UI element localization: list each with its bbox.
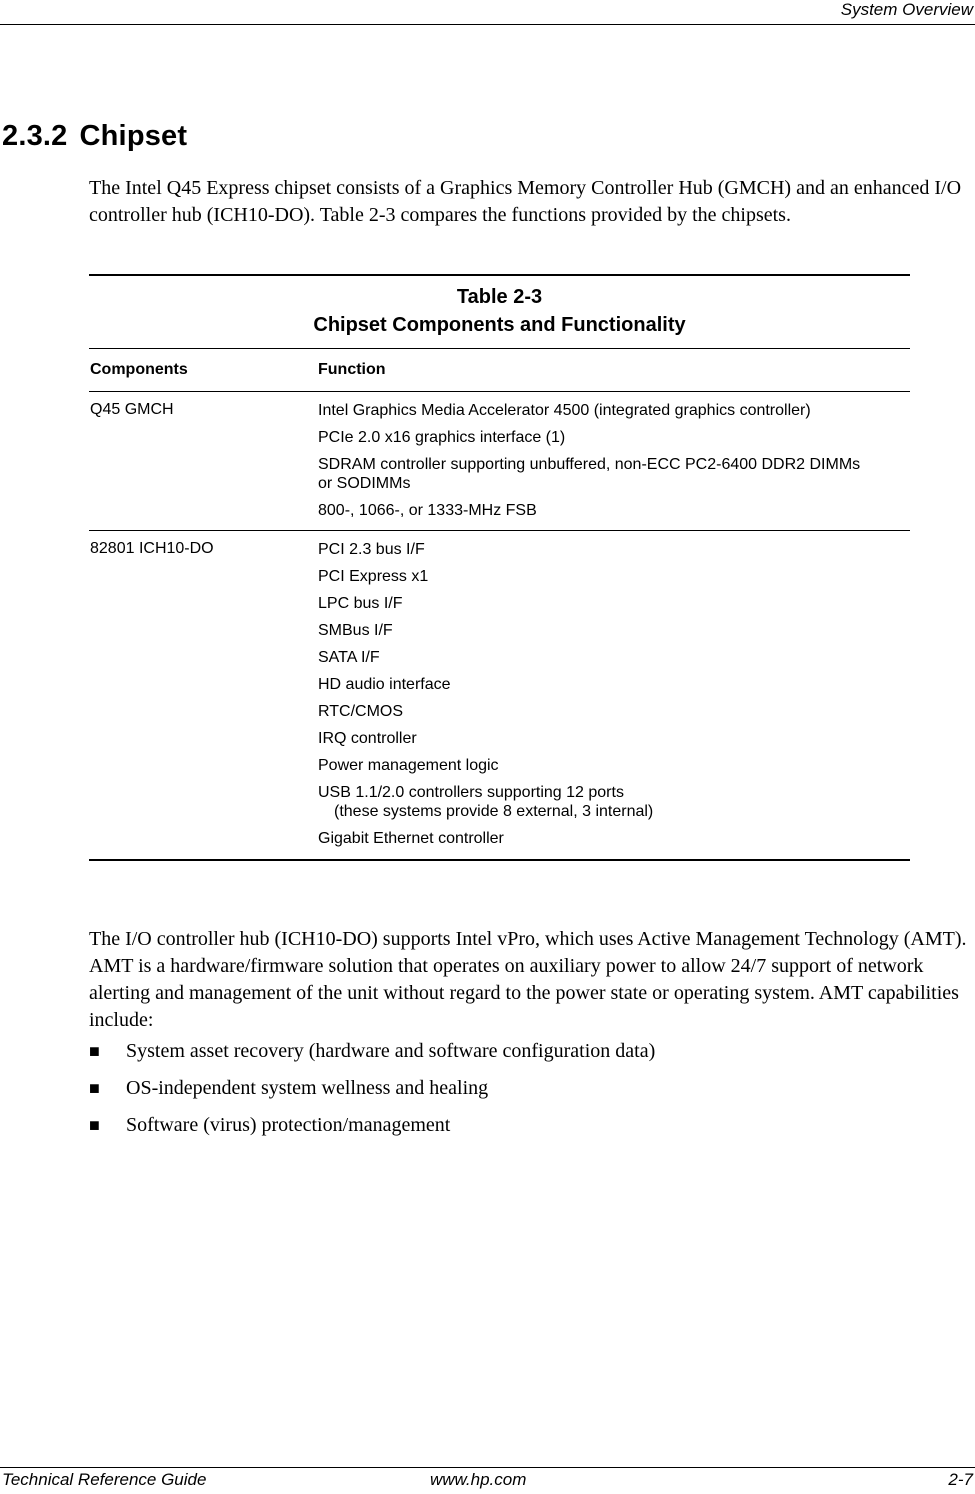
function-item: LPC bus I/F xyxy=(318,595,403,612)
footer-page-number: 2-7 xyxy=(948,1470,973,1489)
function-item: Power management logic xyxy=(318,757,499,774)
bullet-square-icon: ■ xyxy=(89,1115,100,1135)
list-item-text: System asset recovery (hardware and software configuration data) xyxy=(126,1040,656,1062)
column-header-function: Function xyxy=(318,361,386,378)
section-number: 2.3.2 xyxy=(2,120,68,152)
usb-port-note: (these systems provide 8 external, 3 internal) xyxy=(334,803,654,820)
running-header xyxy=(0,0,975,25)
function-cell xyxy=(318,401,910,520)
function-item: SMBus I/F xyxy=(318,622,393,639)
footer-guide-title: Technical Reference Guide xyxy=(2,1470,207,1489)
table-number: Table 2-3 xyxy=(456,286,543,308)
amt-paragraph: The I/O controller hub (ICH10-DO) supports Intel vPro, which uses Active Management Technology (AMT). AMT is a hardware/firmware solution that operates on auxiliary power to allow 24/7 support of network alerting and management of the unit without regard to the power state or operating system. AMT capabilities include: xyxy=(89,928,967,1031)
function-item: SATA I/F xyxy=(318,649,380,666)
table-title: Chipset Components and Functionality xyxy=(313,314,686,336)
function-item: 800-, 1066-, or 1333-MHz FSB xyxy=(318,502,537,519)
function-item: PCI 2.3 bus I/F xyxy=(318,541,425,558)
list-item xyxy=(89,1075,655,1102)
function-item: RTC/CMOS xyxy=(318,703,404,720)
function-item: HD audio interface xyxy=(318,676,451,693)
running-footer xyxy=(0,1467,975,1494)
function-item-usb xyxy=(318,783,910,821)
list-item-text: OS-independent system wellness and healing xyxy=(126,1077,489,1099)
list-item-text: Software (virus) protection/management xyxy=(126,1114,451,1136)
table-header-row xyxy=(89,349,910,392)
function-cell xyxy=(318,540,910,848)
function-item: Gigabit Ethernet controller xyxy=(318,830,504,847)
component-cell: 82801 ICH10-DO xyxy=(90,540,214,557)
list-item xyxy=(89,1038,655,1065)
chipset-table xyxy=(89,274,910,861)
intro-paragraph: The Intel Q45 Express chipset consists of a Graphics Memory Controller Hub (GMCH) and an enhanced I/O controller hub (ICH10-DO). Table 2-3 compares the functions provided by the chipsets. xyxy=(89,177,962,226)
function-item: PCIe 2.0 x16 graphics interface (1) xyxy=(318,429,566,446)
table-row-gmch xyxy=(89,392,910,531)
table-row-ich10 xyxy=(89,531,910,861)
usb-function-text: USB 1.1/2.0 controllers supporting 12 ports xyxy=(318,784,624,801)
function-item: PCI Express x1 xyxy=(318,568,429,585)
function-item: SDRAM controller supporting unbuffered, non-ECC PC2-6400 DDR2 DIMMs or SODIMMs xyxy=(318,456,861,492)
section-heading xyxy=(2,120,187,153)
function-item: Intel Graphics Media Accelerator 4500 (integrated graphics controller) xyxy=(318,402,811,419)
table-caption xyxy=(89,276,910,349)
footer-website-link[interactable]: www.hp.com xyxy=(430,1470,527,1489)
bullet-square-icon: ■ xyxy=(89,1078,100,1098)
list-item xyxy=(89,1112,655,1139)
amt-capabilities-list xyxy=(89,1038,655,1149)
running-header-title: System Overview xyxy=(840,0,973,19)
bullet-square-icon: ■ xyxy=(89,1041,100,1061)
component-cell: Q45 GMCH xyxy=(90,401,174,418)
section-title: Chipset xyxy=(79,120,188,152)
column-header-components: Components xyxy=(90,361,188,378)
function-item: IRQ controller xyxy=(318,730,417,747)
